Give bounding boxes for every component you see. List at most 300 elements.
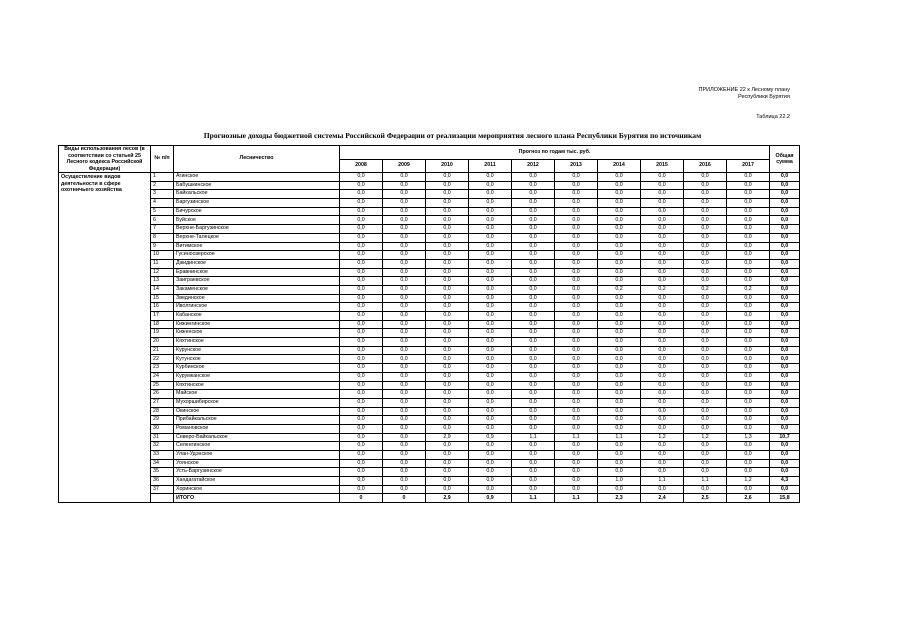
year-value: 0,0 — [684, 190, 727, 199]
year-value: 0,0 — [555, 338, 598, 347]
year-value: 0,0 — [727, 320, 770, 329]
year-value: 0,0 — [555, 398, 598, 407]
forestry-name: Усть-Баргузинское — [174, 468, 340, 477]
table-row — [59, 372, 800, 381]
year-value: 0,0 — [598, 338, 641, 347]
year-value: 0,0 — [727, 381, 770, 390]
year-value: 1,1 — [512, 433, 555, 442]
year-value: 0,0 — [641, 303, 684, 312]
row-number: 12 — [151, 268, 174, 277]
year-value: 0,0 — [641, 381, 684, 390]
row-total: 0,0 — [770, 199, 800, 208]
year-value: 1,2 — [684, 433, 727, 442]
year-value: 0,0 — [383, 259, 426, 268]
year-value: 0,0 — [469, 381, 512, 390]
year-value: 0,0 — [512, 442, 555, 451]
year-value: 0,0 — [426, 181, 469, 190]
forestry-name: Бичурское — [174, 207, 340, 216]
year-value: 0,0 — [512, 372, 555, 381]
year-value: 0,0 — [426, 225, 469, 234]
year-value: 0,0 — [598, 416, 641, 425]
forestry-name: Майское — [174, 390, 340, 399]
year-value: 0,0 — [727, 190, 770, 199]
row-number: 22 — [151, 355, 174, 364]
header-usage: Виды использования лесов (в соответствии со статьей 25 Лесного кодекса Российской Федерации) — [59, 146, 151, 173]
year-value: 0,0 — [555, 320, 598, 329]
year-value: 0,0 — [598, 372, 641, 381]
year-value: 0,0 — [469, 320, 512, 329]
year-value: 0,0 — [426, 381, 469, 390]
year-value: 0,0 — [641, 451, 684, 460]
year-value: 0,0 — [555, 329, 598, 338]
year-value: 1,3 — [727, 433, 770, 442]
year-value: 0,0 — [641, 329, 684, 338]
year-value: 0,0 — [555, 216, 598, 225]
year-value: 0,0 — [383, 303, 426, 312]
year-value: 0,0 — [684, 416, 727, 425]
forestry-name: Кяхтинское — [174, 381, 340, 390]
year-value: 0,0 — [426, 259, 469, 268]
year-value: 0,0 — [383, 424, 426, 433]
year-value: 0,0 — [426, 364, 469, 373]
year-value: 0,0 — [426, 216, 469, 225]
forestry-name: Кутунское — [174, 355, 340, 364]
year-value: 0,0 — [641, 312, 684, 321]
year-value: 0,0 — [340, 294, 383, 303]
year-value: 0,0 — [727, 451, 770, 460]
year-value: 0,0 — [383, 355, 426, 364]
year-value: 0,0 — [426, 207, 469, 216]
header-year: 2017 — [727, 159, 770, 173]
year-value: 0,0 — [340, 451, 383, 460]
forestry-name: Звединское — [174, 294, 340, 303]
total-label: ИТОГО — [174, 494, 340, 503]
year-value: 0,0 — [512, 181, 555, 190]
year-value: 0,0 — [340, 303, 383, 312]
year-value: 0,0 — [383, 372, 426, 381]
forestry-name: Селенгинское — [174, 442, 340, 451]
year-value: 0,2 — [684, 285, 727, 294]
forestry-name: Верхне-Баргузинское — [174, 225, 340, 234]
year-value: 0,0 — [383, 181, 426, 190]
year-value: 0,0 — [340, 468, 383, 477]
forecast-table — [58, 145, 800, 503]
year-value: 0,0 — [340, 372, 383, 381]
year-value: 0,0 — [555, 242, 598, 251]
year-value: 0,0 — [383, 242, 426, 251]
year-value: 0,0 — [469, 259, 512, 268]
table-row — [59, 424, 800, 433]
row-number: 32 — [151, 442, 174, 451]
year-value: 0,0 — [641, 320, 684, 329]
year-value: 0,0 — [555, 346, 598, 355]
forestry-name: Северо-Байкальское — [174, 433, 340, 442]
year-value: 0,0 — [598, 329, 641, 338]
forestry-name: Байкальское — [174, 190, 340, 199]
year-value: 0,0 — [598, 207, 641, 216]
row-total: 0,0 — [770, 173, 800, 182]
year-value: 0,0 — [641, 416, 684, 425]
year-value: 0,0 — [340, 259, 383, 268]
year-value: 0,0 — [340, 364, 383, 373]
year-value: 0,0 — [641, 277, 684, 286]
year-value: 0,0 — [469, 277, 512, 286]
year-value: 0,0 — [684, 173, 727, 182]
row-number: 5 — [151, 207, 174, 216]
year-value: 0,0 — [684, 233, 727, 242]
year-value: 0,0 — [512, 320, 555, 329]
row-number: 10 — [151, 251, 174, 260]
row-total: 0,0 — [770, 346, 800, 355]
year-value: 0,0 — [512, 207, 555, 216]
year-value: 0,0 — [641, 407, 684, 416]
year-value: 0,0 — [684, 320, 727, 329]
year-value: 0,0 — [512, 485, 555, 494]
table-row — [59, 190, 800, 199]
year-value: 0,0 — [426, 355, 469, 364]
total-year-value: 0 — [340, 494, 383, 503]
table-row — [59, 355, 800, 364]
year-value: 0,0 — [555, 259, 598, 268]
year-value: 0,0 — [684, 381, 727, 390]
year-value: 0,0 — [555, 381, 598, 390]
row-total: 0,0 — [770, 207, 800, 216]
year-value: 0,0 — [684, 216, 727, 225]
year-value: 0,0 — [727, 207, 770, 216]
year-value: 0,0 — [512, 285, 555, 294]
appendix-line-1: ПРИЛОЖЕНИЕ 22 к Лесному плану — [698, 87, 790, 93]
forestry-name: Витимское — [174, 242, 340, 251]
row-total: 0,0 — [770, 303, 800, 312]
year-value: 0,0 — [727, 216, 770, 225]
year-value: 0,0 — [469, 225, 512, 234]
forestry-name: Кабанское — [174, 312, 340, 321]
year-value: 0,0 — [426, 477, 469, 486]
year-value: 0,2 — [727, 285, 770, 294]
year-value: 0,0 — [383, 251, 426, 260]
year-value: 0,0 — [340, 485, 383, 494]
year-value: 0,0 — [426, 346, 469, 355]
forestry-name: Буйское — [174, 216, 340, 225]
year-value: 0,0 — [727, 355, 770, 364]
year-value: 0,0 — [340, 225, 383, 234]
year-value: 0,0 — [383, 459, 426, 468]
total-year-value: 0,9 — [469, 494, 512, 503]
row-number: 34 — [151, 459, 174, 468]
year-value: 0,0 — [426, 285, 469, 294]
year-value: 0,0 — [641, 338, 684, 347]
year-value: 0,0 — [469, 442, 512, 451]
forestry-name: Улан-Удэнское — [174, 451, 340, 460]
year-value: 0,0 — [555, 477, 598, 486]
table-row — [59, 346, 800, 355]
year-value: 0,0 — [469, 233, 512, 242]
forestry-name: Еравнинское — [174, 268, 340, 277]
year-value: 0,0 — [598, 390, 641, 399]
row-number: 6 — [151, 216, 174, 225]
row-total: 0,0 — [770, 338, 800, 347]
row-number: 24 — [151, 372, 174, 381]
year-value: 0,0 — [383, 407, 426, 416]
year-value: 0,0 — [555, 364, 598, 373]
year-value: 0,0 — [512, 303, 555, 312]
year-value: 0,0 — [555, 303, 598, 312]
year-value: 0,0 — [340, 329, 383, 338]
year-value: 0,0 — [684, 181, 727, 190]
year-value: 0,0 — [426, 320, 469, 329]
table-row — [59, 312, 800, 321]
table-row — [59, 364, 800, 373]
year-value: 0,0 — [727, 173, 770, 182]
year-value: 0,0 — [727, 372, 770, 381]
year-value: 0,0 — [383, 416, 426, 425]
year-value: 0,0 — [340, 381, 383, 390]
year-value: 0,0 — [469, 485, 512, 494]
total-year-value: 0 — [383, 494, 426, 503]
year-value: 0,0 — [555, 173, 598, 182]
year-value: 0,0 — [555, 225, 598, 234]
year-value: 0,0 — [469, 251, 512, 260]
year-value: 0,0 — [727, 346, 770, 355]
forestry-name: Романовское — [174, 424, 340, 433]
row-number: 26 — [151, 390, 174, 399]
table-row — [59, 416, 800, 425]
year-value: 0,0 — [684, 251, 727, 260]
year-value: 0,0 — [727, 468, 770, 477]
year-value: 0,0 — [641, 190, 684, 199]
year-value: 0,2 — [641, 285, 684, 294]
row-number: 13 — [151, 277, 174, 286]
table-row — [59, 390, 800, 399]
table-number: Таблица 22.2 — [756, 114, 790, 120]
row-number: 29 — [151, 416, 174, 425]
row-number: 35 — [151, 468, 174, 477]
year-value: 0,0 — [641, 398, 684, 407]
row-total: 0,0 — [770, 416, 800, 425]
row-number: 23 — [151, 364, 174, 373]
row-total: 0,0 — [770, 459, 800, 468]
row-number: 33 — [151, 451, 174, 460]
year-value: 0,0 — [426, 416, 469, 425]
total-year-value: 2,6 — [727, 494, 770, 503]
row-total: 0,0 — [770, 407, 800, 416]
year-value: 0,0 — [469, 416, 512, 425]
year-value: 0,0 — [383, 225, 426, 234]
year-value: 0,0 — [684, 207, 727, 216]
year-value: 0,0 — [555, 424, 598, 433]
year-value: 0,0 — [469, 468, 512, 477]
year-value: 1,2 — [727, 477, 770, 486]
year-value: 0,0 — [512, 173, 555, 182]
year-value: 0,0 — [598, 294, 641, 303]
row-number: 11 — [151, 259, 174, 268]
year-value: 0,0 — [383, 285, 426, 294]
table-row — [59, 442, 800, 451]
year-value: 0,0 — [469, 451, 512, 460]
year-value: 0,0 — [555, 277, 598, 286]
year-value: 0,0 — [512, 355, 555, 364]
year-value: 0,0 — [469, 207, 512, 216]
year-value: 0,0 — [426, 407, 469, 416]
year-value: 0,0 — [512, 424, 555, 433]
year-value: 0,0 — [426, 390, 469, 399]
forestry-name: Иволгинское — [174, 303, 340, 312]
year-value: 0,0 — [555, 199, 598, 208]
year-value: 0,0 — [727, 233, 770, 242]
year-value: 0,0 — [555, 459, 598, 468]
year-value: 0,0 — [598, 216, 641, 225]
year-value: 0,0 — [684, 346, 727, 355]
year-value: 0,0 — [340, 477, 383, 486]
year-value: 0,0 — [727, 442, 770, 451]
header-number: № п/п — [151, 146, 174, 173]
total-year-value: 1,1 — [555, 494, 598, 503]
table-row — [59, 381, 800, 390]
year-value: 0,0 — [641, 459, 684, 468]
year-value: 0,0 — [383, 320, 426, 329]
year-value: 0,0 — [684, 459, 727, 468]
year-value: 0,0 — [641, 225, 684, 234]
year-value: 0,0 — [684, 424, 727, 433]
row-number: 27 — [151, 398, 174, 407]
table-row — [59, 451, 800, 460]
year-value: 0,0 — [340, 190, 383, 199]
table-row — [59, 468, 800, 477]
forestry-name: Кижингинское — [174, 320, 340, 329]
table-row — [59, 338, 800, 347]
year-value: 0,0 — [684, 355, 727, 364]
year-value: 0,0 — [727, 181, 770, 190]
year-value: 0,0 — [340, 433, 383, 442]
table-row — [59, 303, 800, 312]
year-value: 0,0 — [469, 372, 512, 381]
year-value: 0,0 — [383, 329, 426, 338]
year-value: 1,2 — [641, 433, 684, 442]
row-total: 0,0 — [770, 225, 800, 234]
header-year: 2011 — [469, 159, 512, 173]
row-number: 17 — [151, 312, 174, 321]
row-total: 0,0 — [770, 181, 800, 190]
year-value: 0,0 — [641, 364, 684, 373]
year-value: 0,0 — [684, 225, 727, 234]
row-number: 36 — [151, 477, 174, 486]
row-number: 16 — [151, 303, 174, 312]
forestry-name: Бабушкинское — [174, 181, 340, 190]
year-value: 0,0 — [512, 407, 555, 416]
row-total: 0,0 — [770, 372, 800, 381]
year-value: 0,0 — [684, 277, 727, 286]
forestry-name: Кяхтинское — [174, 338, 340, 347]
year-value: 0,0 — [469, 181, 512, 190]
year-value: 0,0 — [641, 355, 684, 364]
year-value: 0,0 — [641, 199, 684, 208]
year-value: 0,0 — [512, 277, 555, 286]
year-value: 0,0 — [426, 468, 469, 477]
year-value: 0,0 — [512, 398, 555, 407]
row-total: 0,0 — [770, 390, 800, 399]
row-total: 0,0 — [770, 485, 800, 494]
year-value: 0,0 — [340, 355, 383, 364]
year-value: 0,0 — [555, 181, 598, 190]
row-number: 15 — [151, 294, 174, 303]
row-number: 25 — [151, 381, 174, 390]
table-row — [59, 320, 800, 329]
year-value: 0,0 — [598, 277, 641, 286]
year-value: 0,0 — [555, 312, 598, 321]
year-value: 0,0 — [383, 346, 426, 355]
year-value: 0,0 — [340, 216, 383, 225]
year-value: 0,0 — [512, 294, 555, 303]
year-value: 0,0 — [383, 233, 426, 242]
year-value: 0,0 — [684, 468, 727, 477]
forestry-name: Курбинское — [174, 364, 340, 373]
year-value: 0,0 — [727, 277, 770, 286]
table-row — [59, 207, 800, 216]
year-value: 0,0 — [555, 485, 598, 494]
header-forecast: Прогноз по годам тыс. руб. — [340, 146, 770, 160]
year-value: 0,0 — [512, 364, 555, 373]
year-value: 0,0 — [426, 329, 469, 338]
appendix-note — [699, 87, 790, 101]
year-value: 0,0 — [512, 468, 555, 477]
row-total: 0,0 — [770, 381, 800, 390]
row-number: 31 — [151, 433, 174, 442]
year-value: 0,0 — [469, 242, 512, 251]
row-total: 0,0 — [770, 294, 800, 303]
year-value: 0,0 — [469, 216, 512, 225]
year-value: 0,0 — [469, 285, 512, 294]
year-value: 0,0 — [383, 216, 426, 225]
year-value: 0,9 — [469, 433, 512, 442]
year-value: 0,0 — [727, 407, 770, 416]
row-total: 0,0 — [770, 468, 800, 477]
year-value: 0,0 — [641, 485, 684, 494]
table-row — [59, 173, 800, 182]
year-value: 0,0 — [684, 329, 727, 338]
year-value: 0,0 — [727, 312, 770, 321]
year-value: 0,0 — [340, 251, 383, 260]
year-value: 0,0 — [598, 485, 641, 494]
header-year: 2013 — [555, 159, 598, 173]
year-value: 0,0 — [426, 199, 469, 208]
year-value: 0,0 — [641, 259, 684, 268]
year-value: 0,0 — [727, 485, 770, 494]
year-value: 0,0 — [340, 207, 383, 216]
table-row — [59, 199, 800, 208]
year-value: 0,0 — [383, 381, 426, 390]
year-value: 0,0 — [383, 268, 426, 277]
year-value: 0,0 — [512, 312, 555, 321]
year-value: 0,0 — [598, 225, 641, 234]
year-value: 0,0 — [641, 294, 684, 303]
year-value: 0,0 — [555, 251, 598, 260]
year-value: 0,0 — [555, 355, 598, 364]
year-value: 0,0 — [727, 242, 770, 251]
year-value: 0,0 — [598, 312, 641, 321]
year-value: 0,0 — [383, 433, 426, 442]
table-row — [59, 294, 800, 303]
year-value: 0,0 — [684, 407, 727, 416]
year-value: 0,0 — [555, 268, 598, 277]
year-value: 0,0 — [555, 416, 598, 425]
year-value: 0,0 — [469, 390, 512, 399]
forestry-name: Курунское — [174, 346, 340, 355]
forestry-name: Верхне-Талецкое — [174, 233, 340, 242]
year-value: 0,0 — [512, 381, 555, 390]
row-number: 37 — [151, 485, 174, 494]
year-value: 0,0 — [684, 259, 727, 268]
appendix-line-2: Республики Бурятия — [738, 94, 790, 100]
